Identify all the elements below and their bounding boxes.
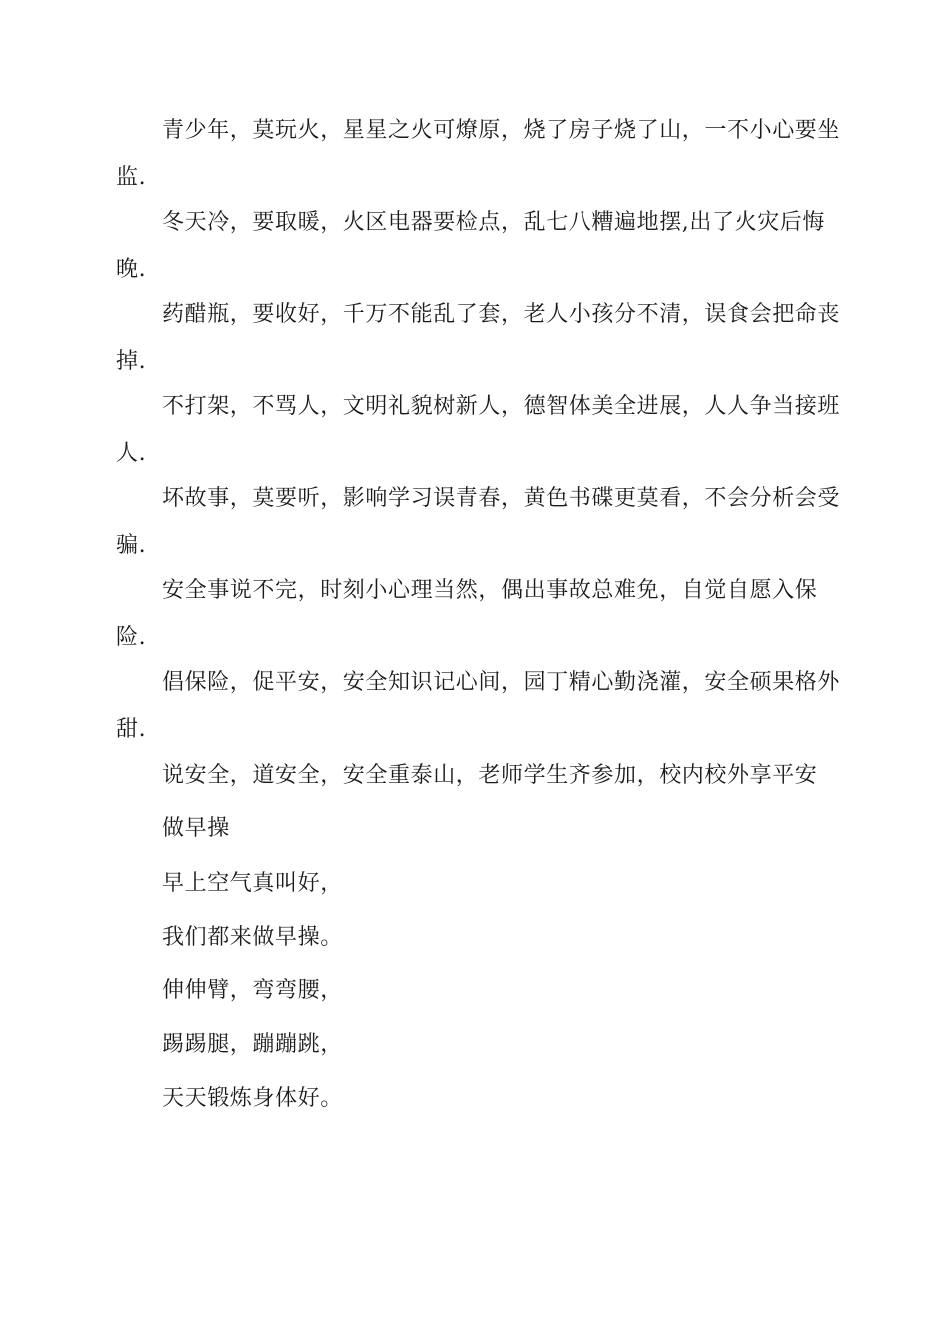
poem-line-1: 早上空气真叫好， (162, 871, 343, 896)
stanza-1: 青少年，莫玩火，星星之火可燎原，烧了房子烧了山，一不小心要坐监. (116, 118, 841, 190)
stanza-8: 说安全，道安全，安全重泰山，老师学生齐参加，校内校外享平安 (162, 763, 818, 788)
stanza-6: 安全事说不完，时刻小心理当然，偶出事故总难免，自觉自愿入保险. (116, 578, 818, 650)
stanza-3: 药醋瓶，要收好，千万不能乱了套，老人小孩分不清，误食会把命丧掉. (116, 302, 841, 374)
stanza-4: 不打架，不骂人，文明礼貌树新人，德智体美全进展，人人争当接班人. (116, 394, 841, 466)
poem-line-5: 天天锻炼身体好。 (162, 1086, 343, 1111)
poem-title: 做早操 (162, 816, 230, 841)
poem-line-2: 我们都来做早操。 (162, 925, 343, 950)
stanza-2: 冬天冷，要取暖，火区电器要检点，乱七八糟遍地摆,出了火灾后悔晚. (116, 210, 825, 282)
stanza-7: 倡保险，促平安，安全知识记心间，园丁精心勤浇灌，安全硕果格外甜. (116, 670, 841, 742)
poem-line-3: 伸伸臂，弯弯腰， (162, 978, 343, 1003)
stanza-5: 坏故事，莫要听，影响学习误青春，黄色书碟更莫看，不会分析会受骗. (116, 486, 841, 558)
poem-line-4: 踢踢腿，蹦蹦跳， (162, 1032, 343, 1057)
